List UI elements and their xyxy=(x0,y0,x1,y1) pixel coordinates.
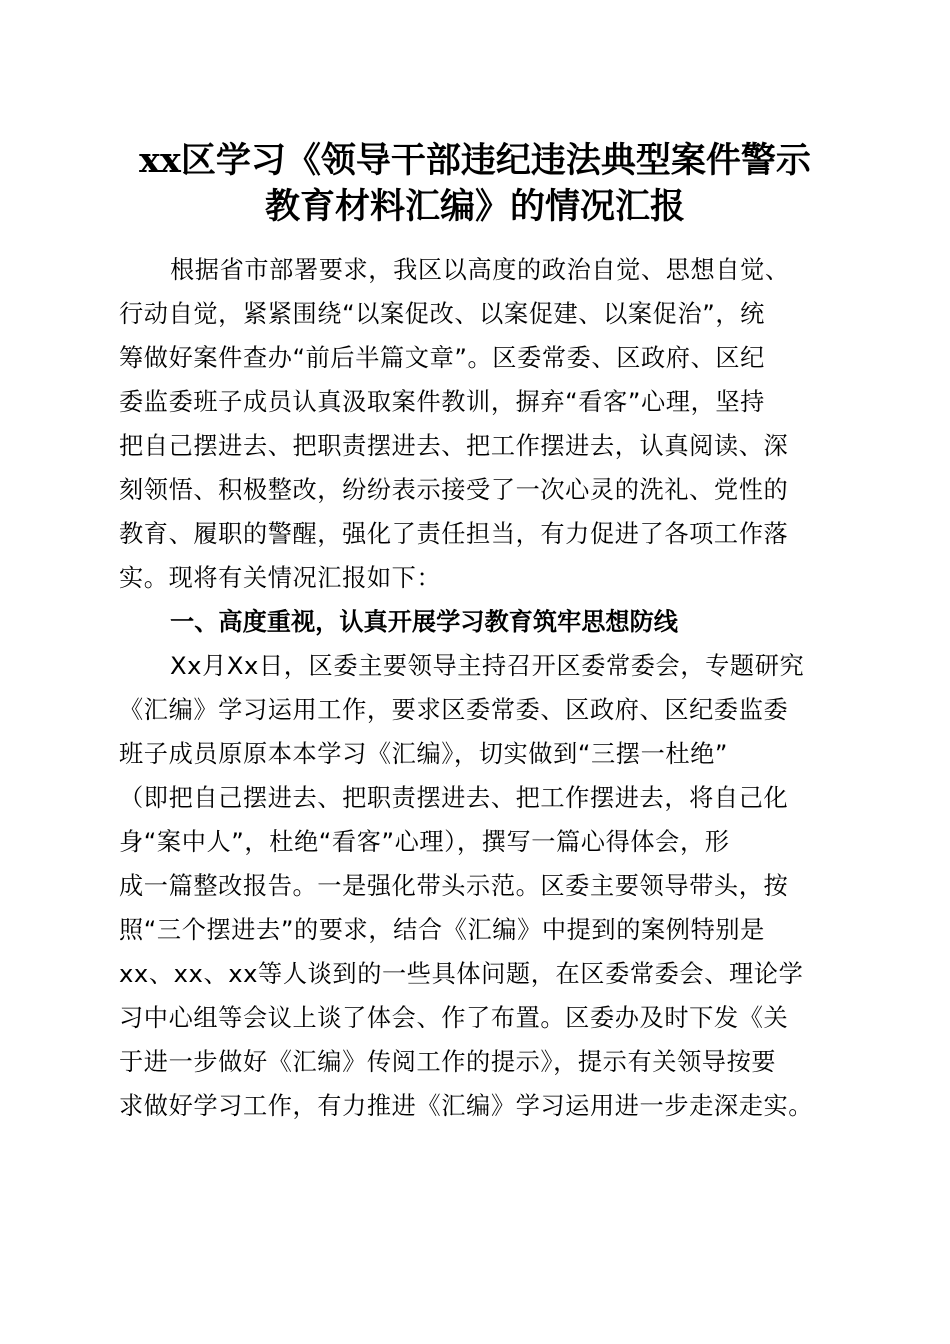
paragraph-2-line-1: Xx月Xx日，区委主要领导主持召开区委常委会，专题研究 xyxy=(170,652,805,680)
paragraph-2-line-11: 求做好学习工作，有力推进《汇编》学习运用进一步走深走实。 xyxy=(119,1092,814,1120)
paragraph-1-line-5: 把自己摆进去、把职责摆进去、把工作摆进去，认真阅读、深 xyxy=(119,432,789,460)
paragraph-2-line-2: 《汇编》学习运用工作，要求区委常委、区政府、区纪委监委 xyxy=(119,696,789,724)
paragraph-2-line-5: 身“案中人”，杜绝“看客”心理），撰写一篇心得体会，形 xyxy=(119,828,730,856)
paragraph-1-line-7: 教育、履职的警醒，强化了责任担当，有力促进了各项工作落 xyxy=(119,520,789,548)
paragraph-2-line-9: 习中心组等会议上谈了体会、作了布置。区委办及时下发《关 xyxy=(119,1004,789,1032)
paragraph-2-line-7: 照“三个摆进去”的要求，结合《汇编》中提到的案例特别是 xyxy=(119,916,765,944)
paragraph-2-line-4: （即把自己摆进去、把职责摆进去、把工作摆进去，将自己化 xyxy=(119,784,789,812)
paragraph-1-line-8: 实。现将有关情况汇报如下： xyxy=(119,564,442,592)
document-title-line-2: 教育材料汇编》的情况汇报 xyxy=(264,186,685,227)
paragraph-1-line-3: 筹做好案件查办“前后半篇文章”。区委常委、区政府、区纪 xyxy=(119,344,765,372)
paragraph-1-line-6: 刻领悟、积极整改，纷纷表示接受了一次心灵的洗礼、党性的 xyxy=(119,476,789,504)
document-title-line-1: xx区学习《领导干部违纪违法典型案件警示 xyxy=(139,140,811,181)
paragraph-2-line-8: xx、xx、xx等人谈到的一些具体问题，在区委常委会、理论学 xyxy=(119,960,804,988)
paragraph-1-line-4: 委监委班子成员认真汲取案件教训，摒弃“看客”心理，坚持 xyxy=(119,388,765,416)
paragraph-2-line-10: 于进一步做好《汇编》传阅工作的提示》，提示有关领导按要 xyxy=(119,1048,777,1076)
paragraph-1-line-1: 根据省市部署要求，我区以高度的政治自觉、思想自觉、 xyxy=(170,256,790,284)
paragraph-1-line-2: 行动自觉，紧紧围绕“以案促改、以案促建、以案促治”，统 xyxy=(119,300,765,328)
paragraph-2-line-6: 成一篇整改报告。一是强化带头示范。区委主要领导带头，按 xyxy=(119,872,789,900)
paragraph-2-line-3: 班子成员原原本本学习《汇编》，切实做到“三摆一杜绝” xyxy=(119,740,729,768)
section-1-heading: 一、高度重视，认真开展学习教育筑牢思想防线 xyxy=(170,608,678,636)
